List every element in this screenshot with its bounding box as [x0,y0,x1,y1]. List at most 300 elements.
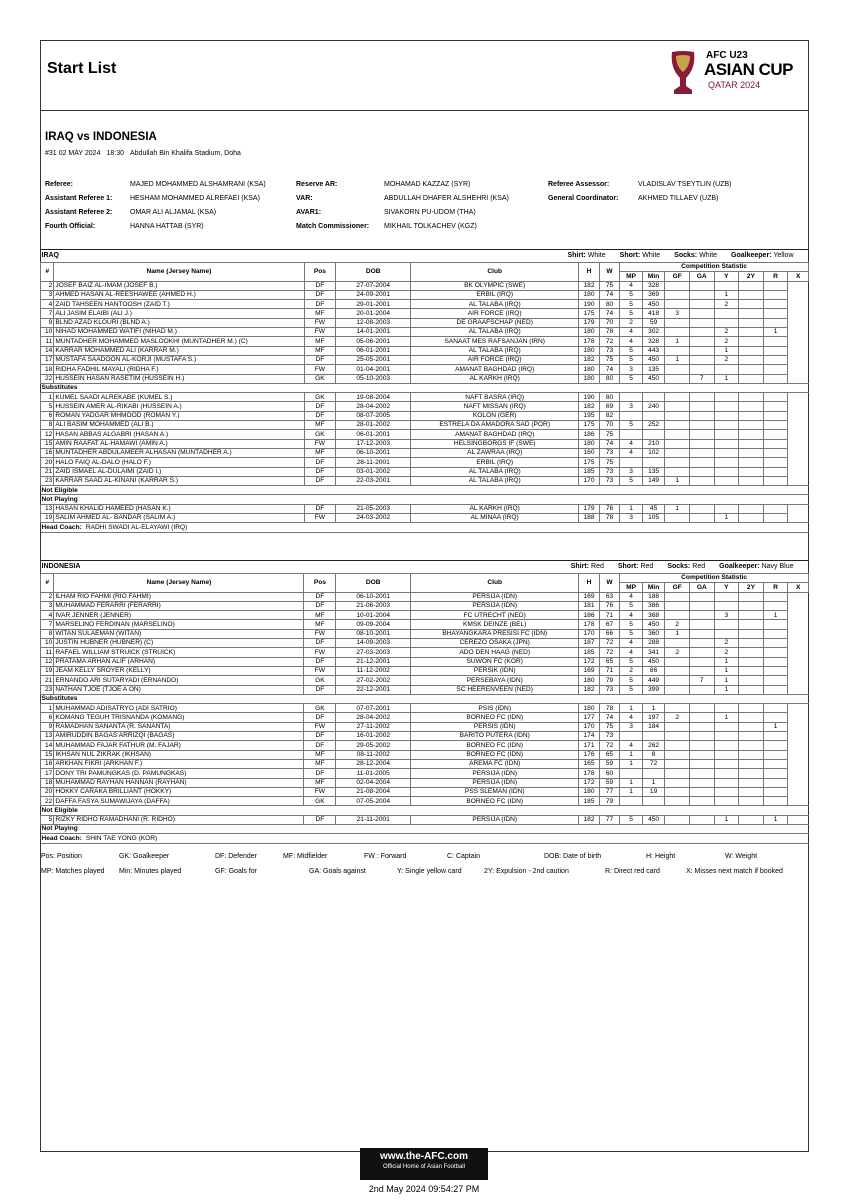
dob: 27-02-2002 [336,676,411,685]
player-row [41,504,809,513]
column-header: DOB [336,263,411,282]
club: AIR FORCE (IRQ) [411,309,579,318]
player-name: AHMED HASAN AL-REESHAWEE (AHMED H.) [54,290,304,299]
club: AL TALABA (IRQ) [411,467,579,476]
column-header: # [41,263,54,282]
height: 186 [579,430,600,439]
position: DF [304,657,336,666]
footer-timestamp: 2nd May 2024 09:54:27 PM [368,1184,480,1194]
goals-against [689,411,714,420]
goals-for [665,815,690,824]
player-row [41,476,809,485]
player-name: ERNANDO ARI SUTARYADI (ERNANDO) [54,676,304,685]
height: 178 [579,769,600,778]
weight: 78 [599,328,620,337]
column-header: Competition Statistic [620,263,809,272]
yellow-cards [714,620,739,629]
shirt-number: 18 [41,365,54,374]
dob: 06-01-2001 [336,346,411,355]
club: AL MINAA (IRQ) [411,514,579,523]
matches-played: 5 [620,421,643,430]
club: CEREZO OSAKA (JPN) [411,639,579,648]
weight: 76 [599,601,620,610]
height: 185 [579,648,600,657]
club: PSS SLEMAN (IDN) [411,787,579,796]
club: BORNEO FC (IDN) [411,797,579,806]
dob: 24-03-2002 [336,514,411,523]
red-cards [763,778,788,787]
height: 170 [579,722,600,731]
goals-for: 2 [665,713,690,722]
player-row [41,346,809,355]
player-row [41,467,809,476]
minutes-played: 328 [642,337,665,346]
position: FW [304,787,336,796]
red-cards [763,467,788,476]
goals-against [689,666,714,675]
weight: 75 [599,458,620,467]
height: 195 [579,411,600,420]
shirt-number: 1 [41,393,54,402]
goals-for [665,514,690,523]
head-coach-row [41,834,809,843]
red-cards: 1 [763,722,788,731]
shirt-number: 10 [41,328,54,337]
page-title: Start List [47,60,117,77]
player-name: KARRAR MOHAMMED ALI (KARRAR M.) [54,346,304,355]
legend-item: GF: Goals for [215,868,258,875]
yellow-cards [714,741,739,750]
player-row [41,337,809,346]
shirt-number: 16 [41,448,54,457]
club: PERSIK (IDN) [411,666,579,675]
shirt-number: 17 [41,769,54,778]
official-label: Fourth Official: [45,223,96,230]
legend-item: R: Direct red card [605,868,660,875]
second-yellow [739,448,764,457]
second-yellow [739,355,764,364]
second-yellow [739,476,764,485]
club: SANAAT MES RAFSANJAN (IRN) [411,337,579,346]
goals-against: 7 [689,374,714,383]
red-cards [763,439,788,448]
kit-label: Short: [619,252,641,260]
matches-played: 3 [620,722,643,731]
shirt-number: 18 [41,778,54,787]
player-name: DAFFA FASYA SUMAWIJAYA (DAFFA) [54,797,304,806]
official-value: SIVAKORN PU-UDOM (THA) [384,209,476,216]
yellow-cards: 1 [714,713,739,722]
goals-for: 1 [665,504,690,513]
head-coach-label: Head Coach: [41,523,82,531]
dob: 14-09-2003 [336,639,411,648]
matches-played: 4 [620,337,643,346]
official-value: MIKHAIL TOLKACHEV (KGZ) [384,223,477,230]
club: PERSIJA (IDN) [411,769,579,778]
second-yellow [739,430,764,439]
red-cards [763,504,788,513]
shirt-number: 7 [41,309,54,318]
yellow-cards: 1 [714,815,739,824]
player-name: ALI BASIM MOHAMMED (ALI B.) [54,421,304,430]
dob: 21-06-2003 [336,601,411,610]
club: AL TALABA (IRQ) [411,300,579,309]
column-header: GA [689,272,714,281]
club: AL ZAWRAA (IRQ) [411,448,579,457]
dob: 29-05-2002 [336,741,411,750]
official-label: VAR: [296,195,313,202]
goals-for [665,797,690,806]
player-row [41,648,809,657]
minutes-played [642,393,665,402]
footer-tagline: Official Home of Asian Football [383,1164,465,1170]
official-label: Referee: [45,181,74,188]
yellow-cards: 1 [714,290,739,299]
player-row [41,411,809,420]
minutes-played: 19 [642,787,665,796]
kit-label: Goalkeeper: [719,563,760,571]
red-cards [763,318,788,327]
yellow-cards: 1 [714,346,739,355]
column-header: H [579,574,600,593]
minutes-played: 45 [642,504,665,513]
not-eligible-label: Not Eligible [41,806,809,815]
club: BORNEO FC (IDN) [411,713,579,722]
second-yellow [739,467,764,476]
second-yellow [739,328,764,337]
red-cards [763,639,788,648]
yellow-cards [714,411,739,420]
minutes-played: 418 [642,309,665,318]
club: ERBIL (IRQ) [411,458,579,467]
club: NAFT BASRA (IRQ) [411,393,579,402]
matches-played: 1 [620,750,643,759]
height: 182 [579,355,600,364]
player-name: HOKKY CARAKA BRILLIANT (HOKKY) [54,787,304,796]
height: 172 [579,778,600,787]
matches-played [620,732,643,741]
red-cards [763,759,788,768]
yellow-cards: 2 [714,355,739,364]
yellow-cards [714,787,739,796]
club: AL TALABA (IRQ) [411,346,579,355]
goals-against [689,476,714,485]
column-header: Y [714,272,739,281]
matches-played [620,458,643,467]
column-header: W [599,574,620,593]
height: 190 [579,393,600,402]
yellow-cards [714,778,739,787]
shirt-number: 11 [41,648,54,657]
kit-label: Shirt: [567,252,586,260]
red-cards [763,374,788,383]
player-row [41,300,809,309]
column-header: Min [642,583,665,592]
shirt-number: 14 [41,346,54,355]
yellow-cards: 1 [714,685,739,694]
yellow-cards [714,504,739,513]
goals-for [665,639,690,648]
weight: 74 [599,713,620,722]
second-yellow [739,769,764,778]
dob: 06-10-2001 [336,592,411,601]
red-cards [763,750,788,759]
goals-for [665,411,690,420]
yellow-cards [714,722,739,731]
weight: 74 [599,290,620,299]
trophy-icon [666,50,700,96]
shirt-number: 16 [41,759,54,768]
red-cards: 1 [763,611,788,620]
club: BORNEO FC (IDN) [411,750,579,759]
legend-item: Pos: Position [41,853,82,860]
player-row [41,281,809,290]
red-cards [763,290,788,299]
column-header-row [41,263,809,272]
height: 179 [579,504,600,513]
dob: 06-10-2001 [336,448,411,457]
column-header: GF [665,583,690,592]
yellow-cards [714,281,739,290]
shirt-number: 1 [41,704,54,713]
yellow-cards [714,448,739,457]
matches-played: 4 [620,592,643,601]
column-header: Min [642,272,665,281]
player-name: ROMAN YADGAR MHMOOD (ROMAN Y.) [54,411,304,420]
player-row [41,620,809,629]
red-cards [763,458,788,467]
shirt-number: 9 [41,318,54,327]
club: BK OLYMPIC (SWE) [411,281,579,290]
position: DF [304,504,336,513]
minutes-played: 105 [642,514,665,523]
minutes-played: 8 [642,750,665,759]
shirt-number: 22 [41,374,54,383]
player-row [41,797,809,806]
club: KMSK DEINZE (BEL) [411,620,579,629]
weight: 78 [599,514,620,523]
weight: 71 [599,666,620,675]
matches-played: 5 [620,629,643,638]
player-row [41,769,809,778]
position: MF [304,778,336,787]
goals-against: 7 [689,676,714,685]
red-cards: 1 [763,328,788,337]
second-yellow [739,601,764,610]
goals-for [665,722,690,731]
player-row [41,713,809,722]
dob: 07-07-2001 [336,704,411,713]
matches-played: 5 [620,620,643,629]
position: DF [304,402,336,411]
minutes-played: 450 [642,355,665,364]
dob: 27-07-2004 [336,281,411,290]
goals-for: 1 [665,337,690,346]
footer-site: www.the-AFC.com [380,1151,468,1162]
minutes-played: 328 [642,281,665,290]
second-yellow [739,797,764,806]
red-cards [763,448,788,457]
weight: 67 [599,620,620,629]
goals-against [689,741,714,750]
goals-against [689,281,714,290]
matches-played [620,393,643,402]
yellow-cards [714,365,739,374]
shirt-number: 19 [41,514,54,523]
player-row [41,601,809,610]
dob: 12-08-2003 [336,318,411,327]
dob: 27-03-2003 [336,648,411,657]
shirt-number: 9 [41,722,54,731]
dob: 02-04-2004 [336,778,411,787]
yellow-cards: 2 [714,648,739,657]
goals-for [665,448,690,457]
height: 175 [579,458,600,467]
column-header: 2Y [739,272,764,281]
minutes-played: 443 [642,346,665,355]
substitutes-label: Substitutes [41,383,809,392]
player-name: KARRAR SAAD AL-KINANI (KARRAR S.) [54,476,304,485]
position: MF [304,448,336,457]
head-coach-row [41,523,809,532]
goals-against [689,300,714,309]
second-yellow [739,759,764,768]
shirt-number: 21 [41,467,54,476]
goals-against [689,421,714,430]
matches-played: 2 [620,666,643,675]
minutes-played: 240 [642,402,665,411]
club: PSIS (IDN) [411,704,579,713]
shirt-number: 4 [41,611,54,620]
goals-for [665,592,690,601]
dob: 06-01-2001 [336,430,411,439]
yellow-cards [714,393,739,402]
yellow-cards [714,309,739,318]
club: PERSIJA (IDN) [411,815,579,824]
dob: 21-12-2001 [336,657,411,666]
legend-item: W: Weight [725,853,758,860]
column-header: R [763,272,788,281]
matches-played: 5 [620,815,643,824]
club: AL KARKH (IRQ) [411,504,579,513]
second-yellow [739,281,764,290]
yellow-cards: 1 [714,514,739,523]
minutes-played: 369 [642,290,665,299]
official-label: Assistant Referee 2: [45,209,113,216]
yellow-cards: 2 [714,337,739,346]
red-cards [763,629,788,638]
goals-against [689,704,714,713]
matches-played: 3 [620,467,643,476]
position: MF [304,750,336,759]
second-yellow [739,337,764,346]
goals-for [665,290,690,299]
yellow-cards [714,467,739,476]
not-eligible-label: Not Eligible [41,486,809,495]
official-value: MOHAMAD KAZZAZ (SYR) [384,181,471,188]
second-yellow [739,741,764,750]
yellow-cards [714,421,739,430]
goals-for [665,300,690,309]
goals-against [689,750,714,759]
second-yellow [739,629,764,638]
kit-label: Socks: [667,563,691,571]
player-row [41,355,809,364]
legend-item: GK: Goalkeeper [119,853,170,860]
second-yellow [739,639,764,648]
team-table-indonesia [40,560,809,844]
goals-for [665,741,690,750]
player-name: RAMADHAN SANANTA (R. SANANTA) [54,722,304,731]
player-name: HUSSEIN HASAN RASETIM (HUSSEIN H.) [54,374,304,383]
goals-for: 1 [665,629,690,638]
club: AL KARKH (IRQ) [411,374,579,383]
yellow-cards [714,759,739,768]
minutes-played: 399 [642,685,665,694]
yellow-cards [714,601,739,610]
position: DF [304,355,336,364]
matches-played: 5 [620,676,643,685]
height: 182 [579,402,600,411]
goals-for: 2 [665,620,690,629]
matches-played: 5 [620,685,643,694]
second-yellow [739,374,764,383]
goals-against [689,657,714,666]
goals-for [665,467,690,476]
second-yellow [739,732,764,741]
player-row [41,787,809,796]
minutes-played: 360 [642,629,665,638]
second-yellow [739,676,764,685]
shirt-number: 23 [41,476,54,485]
yellow-cards [714,439,739,448]
player-row [41,592,809,601]
weight: 69 [599,402,620,411]
dob: 03-01-2002 [336,467,411,476]
dob: 20-01-2004 [336,309,411,318]
afc-footer-logo[interactable] [360,1148,488,1180]
player-name: MUNTADHER ABDULAMEER ALHASAN (MUNTADHER A.) [54,448,304,457]
goals-against [689,504,714,513]
yellow-cards [714,704,739,713]
official-value: VLADISLAV TSEYTLIN (UZB) [638,181,732,188]
weight: 75 [599,281,620,290]
kit-info [411,250,809,263]
player-name: ARKHAN FIKRI (ARKHAN F.) [54,759,304,768]
height: 185 [579,467,600,476]
red-cards [763,309,788,318]
position: MF [304,337,336,346]
red-cards [763,300,788,309]
player-row [41,657,809,666]
dob: 10-01-2004 [336,611,411,620]
club: PERSIS (IDN) [411,722,579,731]
minutes-played: 1 [642,704,665,713]
red-cards [763,676,788,685]
goals-for: 3 [665,309,690,318]
player-row [41,365,809,374]
weight: 66 [599,629,620,638]
matches-played: 4 [620,439,643,448]
dob: 21-11-2001 [336,815,411,824]
height: 179 [579,318,600,327]
player-name: HALO FAIQ AL-DALO (HALO F.) [54,458,304,467]
height: 180 [579,439,600,448]
matches-played: 1 [620,759,643,768]
height: 169 [579,592,600,601]
head-coach [41,834,809,843]
goals-against [689,309,714,318]
